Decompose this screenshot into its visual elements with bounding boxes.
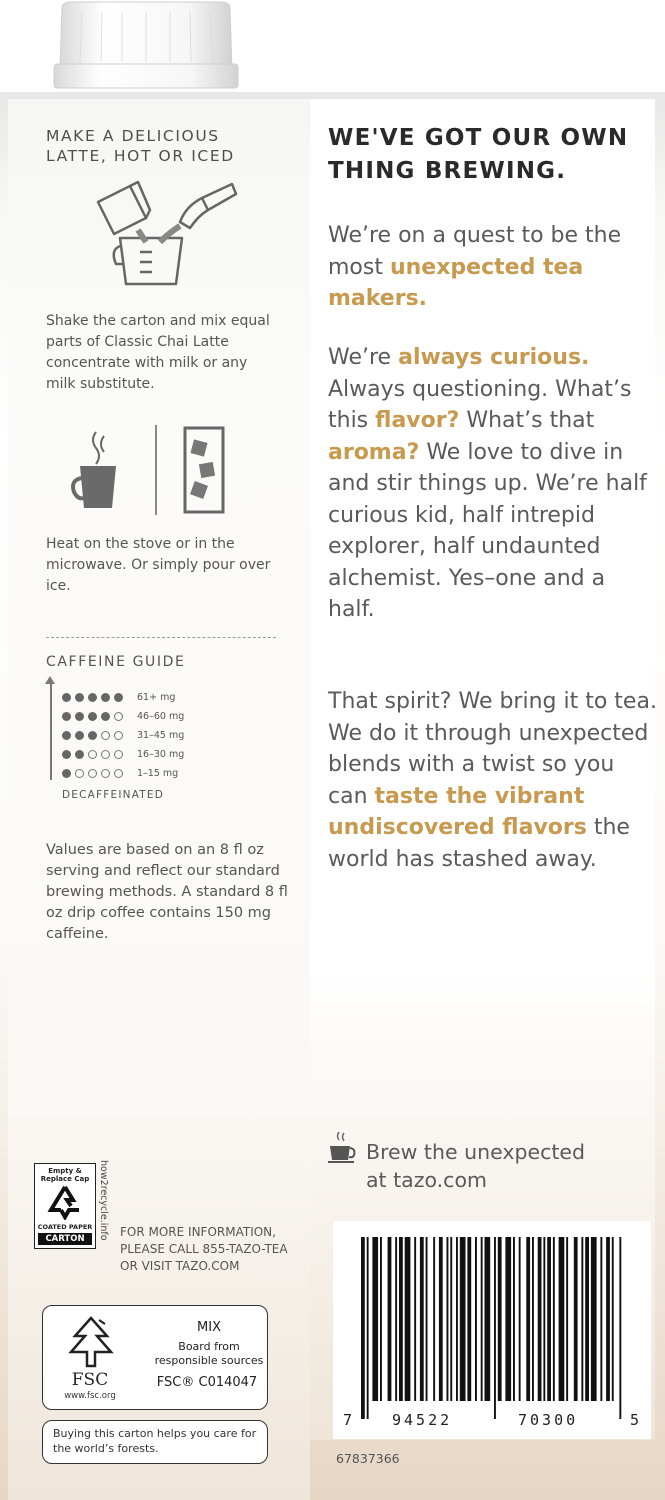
barcode-bar <box>513 1237 515 1401</box>
filled-dot-icon <box>62 693 71 702</box>
caffeine-level-label: 16–30 mg <box>137 749 185 760</box>
latte-title: MAKE A DELICIOUS LATTE, HOT OR ICED <box>46 127 235 165</box>
recycle-badge: Empty & Replace Cap COATED PAPER CARTON <box>34 1163 96 1249</box>
filled-dot-icon <box>75 693 84 702</box>
barcode-bar <box>547 1237 551 1401</box>
barcode-bar <box>447 1237 449 1401</box>
fsc-tree-icon <box>61 1314 121 1370</box>
barcode-group-2: 70300 <box>518 1411 579 1429</box>
barcode-bar <box>581 1237 583 1401</box>
filled-dot-icon <box>75 712 84 721</box>
barcode-bar <box>526 1237 530 1401</box>
barcode-group-1: 94522 <box>392 1411 453 1429</box>
caffeine-level-row <box>62 711 184 722</box>
barcode-digit-right: 5 <box>630 1411 640 1429</box>
empty-dot-icon <box>88 750 97 759</box>
website-link[interactable]: at tazo.com <box>366 1168 487 1192</box>
barcode-area <box>333 1221 651 1439</box>
caffeine-level-row <box>62 692 175 703</box>
filled-dot-icon <box>88 712 97 721</box>
empty-dot-icon <box>88 769 97 778</box>
caffeine-level-label: 61+ mg <box>137 692 176 703</box>
paragraph-curious: We’re always curious. Always questioning. What’s this flavor? What’s that aroma? We love to dive in and stir things up. We’re half curious kid, half intrepid explorer, half undaunted alchemist. Yes–one and a half. <box>328 345 647 622</box>
barcode-bar <box>361 1237 365 1419</box>
barcode-bar <box>585 1237 589 1401</box>
filled-dot-icon <box>62 712 71 721</box>
barcode-bar <box>414 1237 416 1401</box>
empty-dot-icon <box>75 769 84 778</box>
instruction-mix: Shake the carton and mix equal parts of Classic Chai Latte concentrate with milk or any milk substitute. <box>46 313 270 392</box>
barcode-bar <box>433 1237 435 1401</box>
empty-dot-icon <box>114 731 123 740</box>
decaf-label: DECAFFEINATED <box>62 789 164 801</box>
caffeine-level-row <box>62 730 184 741</box>
hot-mug-icon <box>70 428 130 514</box>
barcode-bar <box>475 1237 477 1401</box>
barcode-bar <box>380 1237 382 1401</box>
barcode-bar <box>543 1237 545 1401</box>
product-code: 67837366 <box>336 1451 400 1466</box>
barcode-bar <box>574 1237 578 1401</box>
empty-dot-icon <box>101 750 110 759</box>
caffeine-level-label: 31–45 mg <box>137 730 185 741</box>
brand-heading: WE'VE GOT OUR OWN THING BREWING. <box>328 125 629 184</box>
barcode-bar <box>426 1237 428 1401</box>
barcode-bar <box>505 1237 511 1401</box>
barcode-bar <box>481 1237 483 1401</box>
barcode-bar <box>553 1237 555 1401</box>
brew-tagline: Brew the unexpected at tazo.com <box>366 1140 586 1192</box>
barcode-bar <box>498 1237 502 1401</box>
empty-dot-icon <box>101 731 110 740</box>
barcode-bar <box>532 1237 534 1401</box>
barcode-bar <box>439 1237 443 1401</box>
barcode-bar <box>388 1237 392 1401</box>
caffeine-level-label: 46–60 mg <box>137 711 185 722</box>
empty-dot-icon <box>101 769 110 778</box>
fsc-label: FSC www.fsc.org MIX Board from responsible sources FSC® C014047 <box>42 1305 268 1410</box>
dashed-divider <box>46 637 276 638</box>
barcode-bar <box>395 1237 397 1401</box>
barcode-bar <box>538 1237 542 1401</box>
caffeine-level-row <box>62 768 178 779</box>
barcode-bar <box>485 1237 491 1401</box>
icon-divider <box>155 425 157 515</box>
paragraph-spirit: That spirit? We bring it to tea. We do it through unexpected blends with a twist so you can taste the vibrant undiscovered flavors the world has stashed away. <box>328 689 657 872</box>
barcode-bar <box>559 1237 565 1401</box>
barcode-bar <box>367 1237 369 1419</box>
forest-note: Buying this carton helps you care for the world’s forests. <box>42 1420 268 1464</box>
tea-cup-icon <box>326 1130 358 1166</box>
recycle-icon <box>47 1184 83 1220</box>
barcode-bar <box>399 1237 403 1401</box>
barcode-bar <box>600 1237 602 1401</box>
barcode-bar <box>519 1237 521 1401</box>
barcode-bar <box>566 1237 568 1401</box>
more-info-text: FOR MORE INFORMATION, PLEASE CALL 855-TAZO-TEA OR VISIT TAZO.COM <box>120 1225 288 1273</box>
barcode-bar <box>460 1237 466 1401</box>
filled-dot-icon <box>101 693 110 702</box>
empty-dot-icon <box>114 769 123 778</box>
barcode-bar <box>467 1237 471 1401</box>
instruction-heat: Heat on the stove or in the microwave. Or simply pour over ice. <box>46 536 271 594</box>
barcode-bar <box>494 1237 496 1419</box>
carton-cap <box>52 0 240 92</box>
barcode-bar <box>456 1237 458 1401</box>
barcode-bar <box>591 1237 597 1401</box>
filled-dot-icon <box>88 731 97 740</box>
filled-dot-icon <box>88 693 97 702</box>
caffeine-note: Values are based on an 8 fl oz serving and reflect our standard brewing methods. A standard 8 fl oz drip coffee contains 150 mg caffeine. <box>46 842 288 942</box>
filled-dot-icon <box>75 731 84 740</box>
caffeine-level-row <box>62 749 184 760</box>
pour-carton-milk-icon <box>90 180 240 295</box>
caffeine-scale-line <box>50 682 52 780</box>
filled-dot-icon <box>114 693 123 702</box>
barcode-bar <box>619 1237 621 1419</box>
filled-dot-icon <box>62 731 71 740</box>
barcode <box>361 1237 623 1419</box>
barcode-bar <box>606 1237 610 1401</box>
filled-dot-icon <box>62 769 71 778</box>
barcode-bar <box>450 1237 452 1401</box>
filled-dot-icon <box>62 750 71 759</box>
caffeine-guide-title: CAFFEINE GUIDE <box>46 654 186 670</box>
barcode-bar <box>405 1237 411 1401</box>
filled-dot-icon <box>101 712 110 721</box>
iced-glass-icon <box>182 425 230 515</box>
barcode-bar <box>420 1237 424 1401</box>
how2recycle-text: how2recycle.info <box>98 1160 109 1241</box>
barcode-digit-left: 7 <box>343 1411 353 1429</box>
empty-dot-icon <box>114 750 123 759</box>
empty-dot-icon <box>114 712 123 721</box>
caffeine-level-label: 1–15 mg <box>137 768 179 779</box>
paragraph-quest: We’re on a quest to be the most unexpected tea makers. <box>328 223 622 311</box>
filled-dot-icon <box>75 750 84 759</box>
barcode-bar <box>612 1237 614 1401</box>
barcode-bar <box>372 1237 378 1401</box>
